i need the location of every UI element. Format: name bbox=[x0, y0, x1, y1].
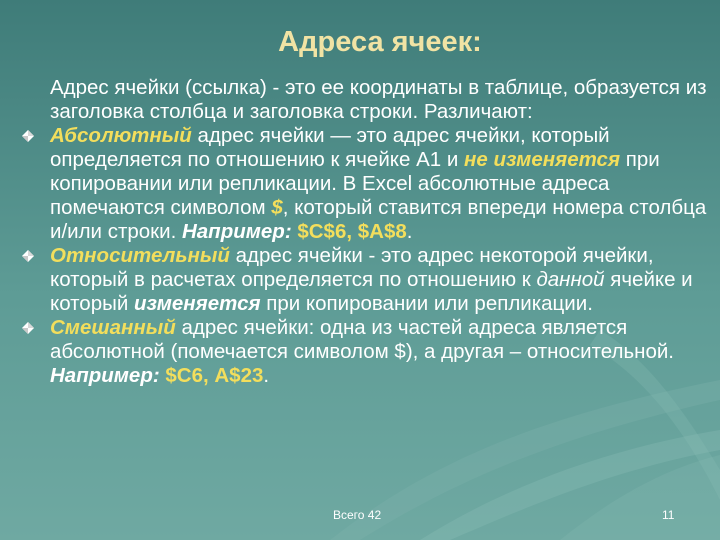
page-number: 11 bbox=[662, 508, 675, 522]
text: . bbox=[406, 220, 413, 243]
text: адрес ячейки - это адрес некоторой ячейки, который в расчетах определяется по отношению к bbox=[50, 244, 654, 291]
text: адрес ячейки: одна из частей адреса является абсолютной (помечается символом $), а другая – относительной. bbox=[50, 316, 674, 363]
text: при копировании или репликации. В Excel абсолютные адреса помечаются символом bbox=[50, 148, 660, 219]
intro-paragraph: Адрес ячейки (ссылка) - это ее координаты в таблице, образуется из заголовка столбца и заголовка строки. Различают: bbox=[50, 76, 707, 123]
diamond-bullet-icon bbox=[22, 130, 34, 142]
text: при копировании или репликации. bbox=[260, 292, 593, 315]
text: адрес ячейки — это адрес ячейки, который определяется по отношению к ячейке А1 и bbox=[50, 124, 610, 171]
term-relative: Относительный bbox=[50, 244, 230, 267]
text: ячейке и который bbox=[50, 268, 693, 315]
example-value: $С6, А$23 bbox=[159, 364, 264, 387]
bullet-relative bbox=[50, 244, 712, 316]
slide-title: Адреса ячеек: bbox=[278, 26, 482, 58]
bullet-mixed bbox=[50, 316, 712, 388]
term-mixed: Смешанный bbox=[50, 316, 176, 339]
italic-word: данной bbox=[536, 268, 605, 291]
diamond-bullet-icon bbox=[22, 322, 34, 334]
slide-content bbox=[50, 76, 712, 388]
example-value: $C$6, $A$8 bbox=[291, 220, 407, 243]
example-label: Например: bbox=[50, 364, 160, 387]
diamond-bullet-icon bbox=[22, 250, 34, 262]
bullet-absolute bbox=[50, 124, 712, 244]
text: . bbox=[263, 364, 270, 387]
example-label: Например: bbox=[181, 220, 292, 243]
dollar-symbol: $ bbox=[271, 196, 283, 219]
text: , который ставится впереди номера столбца и/или строки. bbox=[50, 196, 707, 243]
slide-footer: Всего 42 bbox=[333, 508, 382, 522]
emphasis: не изменяется bbox=[463, 148, 621, 171]
term-absolute: Абсолютный bbox=[50, 124, 192, 147]
emphasis: изменяется bbox=[134, 292, 261, 315]
